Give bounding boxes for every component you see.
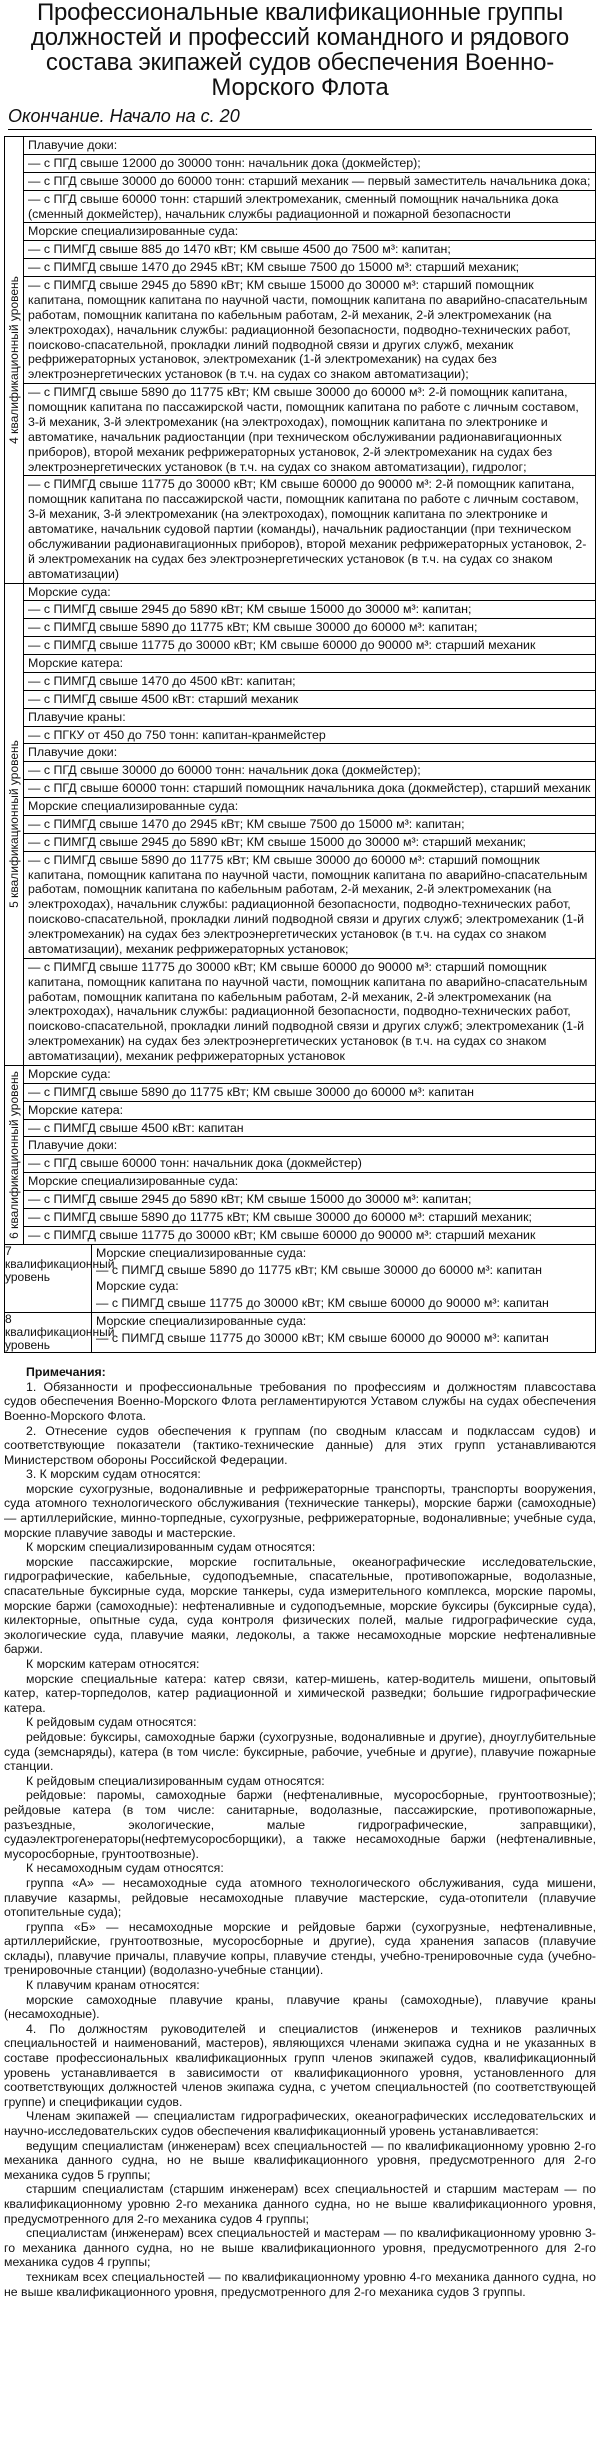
note-paragraph: К рейдовым специализированным судам относятся: — [26, 1773, 325, 1788]
table-row: — с ПИМГД свыше 11775 до 30000 кВт; КМ свыше 60000 до 90000 м³: старший помощник капитана, помощник капитана по научной части, помощник капитана по аварийно-спасательным работам, помощник капитана по кабельным работам, 2-й механик, 2-й электромеханик (на электроходах), начальник службы: радиационной безопасности, подводно-технических работ, поисково-спасательной, прокладки линий подводной связи и других служб; электромеханик (1-й электромеханик) на судах без электроэнергетических установок (в т.ч. на судах со знаком автоматизации), механик рефрижераторных установок — [28, 959, 588, 1063]
note-paragraph: К плавучим кранам относятся: — [26, 1978, 200, 1993]
table-row: — с ПИМГД свыше 5890 до 11775 кВт; КМ свыше 30000 до 60000 м³: капитан — [24, 1084, 595, 1102]
note-paragraph: Членам экипажей — специалистам гидрографических, океанографических исследовательских и научно-исследовательских судов обеспечения квалификационный уровень устанавливается: — [4, 2109, 596, 2138]
table-row: — с ПИМГД свыше 2945 до 5890 кВт; КМ свыше 15000 до 30000 м³: капитан; — [24, 1191, 595, 1209]
table-row: — с ПИМГД свыше 11775 до 30000 кВт; КМ свыше 60000 до 90000 м³: старший механик — [24, 637, 595, 655]
level-8-label: 8 квалификационный уровень — [5, 1312, 115, 1353]
qualification-table-short — [4, 1244, 596, 1354]
table-row: — с ПИМГД свыше 5890 до 11775 кВт; КМ свыше 30000 до 60000 м³: старший помощник капитана, помощник капитана по научной части, помощник капитана по аварийно-спасательным работам, помощник капитана по кабельным работам, 2-й механик, 2-й электромеханик (на электроходах), начальник службы: радиационной безопасности, подводно-технических работ, поисково-спасательной, прокладки линий подводной связи и других служб; электромеханик (1-й электромеханик) на судах без электроэнергетических установок (в т.ч. на судах со знаком автоматизации), механик рефрижераторных установок; — [24, 852, 595, 959]
note-paragraph: 2. Отнесение судов обеспечения к группам (по сводным классам и подклассам судов) и соответствующие показатели (тактико-технические данные) для этих групп устанавливаются Министерством обороны Российской Федерации. — [4, 1423, 596, 1467]
table-row: — с ПГД свыше 30000 до 60000 тонн: старший механик — первый заместитель начальника дока; — [24, 173, 595, 191]
table-row: Морские суда: — [24, 584, 595, 602]
level-7-content — [92, 1244, 596, 1313]
level-row — [5, 1065, 596, 1244]
table-row: Морские суда: — [24, 1066, 595, 1084]
table-row: — с ПИМГД свыше 2945 до 5890 кВт; КМ свыше 15000 до 30000 м³: старший помощник капитана, помощник капитана по научной части, помощник капитана по аварийно-спасательным работам, помощник капитана по кабельным работам, 2-й механик, 2-й электромеханик (на электроходах), начальник службы: радиационной безопасности, подводно-технических работ, поисково-спасательной, прокладки линий подводной связи и других служб, механик рефрижераторных установок, электромеханик (1-й электромеханик) на судах без электроэнергетических установок (в т.ч. на судах со знаком автоматизации); — [24, 277, 595, 384]
note-paragraph: техникам всех специальностей — по квалификационному уровню 4-го механика данного судна, но не выше квалификационного уровня, предусмотренного для 2-го механика судов 3 группы. — [4, 2269, 596, 2299]
note-paragraph: К морским специализированным судам относятся: — [26, 1540, 316, 1555]
page-title: Профессиональные квалификационные группы должностей и профессий командного и рядового состава экипажей судов обеспечения Военно-Морского Флота — [30, 0, 570, 101]
table-row: — с ПИМГД свыше 2945 до 5890 кВт; КМ свыше 15000 до 30000 м³: капитан; — [24, 601, 595, 619]
table-row: — с ПГД свыше 12000 до 30000 тонн: начальник дока (докмейстер); — [24, 155, 595, 173]
level-row — [5, 583, 596, 1065]
notes-title: Примечания: — [26, 1365, 106, 1380]
table-row: — с ПГКУ от 450 до 750 тонн: капитан-кранмейстер — [24, 727, 595, 745]
note-paragraph: К рейдовым судам относятся: — [26, 1715, 197, 1730]
level-label-cell — [5, 583, 24, 1065]
note-paragraph: ведущим специалистам (инженерам) всех специальностей — по квалификационному уровню 2-го механика данного судна, но не выше квалификационного уровня, предусмотренного для 2-го механика судов 5 группы; — [4, 2138, 596, 2182]
table-row: Морские катера: — [24, 655, 595, 673]
note-paragraph: морские сухогрузные, водоналивные и рефрижераторные транспорты, транспорты вооружения, суда атомного технологического обслуживания (технические танкеры), морские баржи (самоходные) — артиллерийские, минно-торпедные, сухогрузные, рефрижераторные, водоналивные; учебные суда, морские плавучие заводы и мастерские. — [4, 1481, 596, 1540]
table-row: — с ПИМГД свыше 4500 кВт: капитан — [24, 1120, 595, 1138]
note-paragraph: старшим специалистам (старшим инженерам) всех специальностей и старшим мастерам — по квалификационному уровню 2-го механика данного судна, но не выше квалификационного уровня, предусмотренного для 2-го механика судов 4 группы; — [4, 2182, 596, 2226]
table-row: Морские специализированные суда: — [24, 1173, 595, 1191]
level-7-row — [5, 1244, 596, 1313]
note-paragraph: специалистам (инженерам) всех специальностей и мастерам — по квалификационному уровню 3-го механика данного судна, но не выше квалификационного уровня, предусмотренного для 2-го механика судов 4 группы; — [4, 2226, 596, 2270]
table-row: — с ПГД свыше 30000 до 60000 тонн: начальник дока (докмейстер); — [24, 762, 595, 780]
table-row: — с ПИМГД свыше 11775 до 30000 кВт; КМ свыше 60000 до 90000 м³: капитан — [96, 1296, 549, 1311]
table-row: — с ПГД свыше 60000 тонн: начальник дока (докмейстер) — [24, 1155, 595, 1173]
note-paragraph: К морским катерам относятся: — [26, 1657, 200, 1671]
table-row: — с ПИМГД свыше 5890 до 11775 кВт; КМ свыше 30000 до 60000 м³: капитан; — [24, 619, 595, 637]
notes-body — [4, 1380, 596, 2299]
note-paragraph: К несамоходным судам относятся: — [26, 1861, 224, 1876]
table-row: — с ПИМГД свыше 4500 кВт: старший механик — [24, 691, 595, 709]
level-8-rows — [92, 1313, 595, 1347]
level-8-row — [5, 1313, 596, 1353]
table-row: Плавучие краны: — [24, 709, 595, 727]
table-row: — с ПИМГД свыше 1470 до 4500 кВт: капитан; — [24, 673, 595, 691]
level-content — [24, 1065, 596, 1244]
level-label-cell — [5, 137, 24, 584]
table-row: Плавучие доки: — [24, 744, 595, 762]
table-row: Морские суда: — [96, 1279, 179, 1294]
table-row: Морские специализированные суда: — [24, 798, 595, 816]
table-row: Плавучие доки: — [24, 1137, 595, 1155]
level-row — [5, 137, 596, 584]
table-row: — с ПГД свыше 60000 тонн: старший электромеханик, сменный помощник начальника дока (сменный докмейстер), начальник службы радиационной и пожарной безопасности — [24, 191, 595, 224]
table-row: — с ПИМГД свыше 5890 до 11775 кВт; КМ свыше 30000 до 60000 м³: старший механик; — [24, 1209, 595, 1227]
table-row: — с ПИМГД свыше 5890 до 11775 кВт; КМ свыше 30000 до 60000 м³: капитан — [96, 1262, 542, 1277]
note-paragraph: морские самоходные плавучие краны, плавучие краны (самоходные), плавучие краны (несамоходные). — [4, 1992, 596, 2022]
notes-section — [4, 1365, 596, 2299]
level-label: 5 квалификационный уровень — [6, 740, 21, 909]
table-row: — с ПИМГД свыше 1470 до 2945 кВт; КМ свыше 7500 до 15000 м³: старший механик; — [24, 259, 595, 277]
level-label: 4 квалификационный уровень — [6, 275, 21, 444]
note-paragraph: рейдовые: буксиры, самоходные баржи (сухогрузные, водоналивные и другие), дноуглубительные суда (земснаряды), катера (в том числе: буксирные, рабочие, учебные и другие), плавучие пожарные станции. — [4, 1729, 596, 1774]
note-paragraph: группа «А» — несамоходные суда атомного технологического обслуживания, суда мишени, плавучие казармы, рейдовые несамоходные плавучие мастерские, суда-отопители (плавучие отопительные суда); — [4, 1875, 596, 1920]
table-row: Плавучие доки: — [24, 137, 595, 155]
level-7-label: 7 квалификационный уровень — [5, 1244, 92, 1313]
level-content — [24, 137, 596, 584]
note-paragraph: 1. Обязанности и профессиональные требования по профессиям и должностям плавсостава судов обеспечения Военно-Морского Флота регламентируются Уставом службы на судах обеспечения Военно-Морского Флота. — [4, 1379, 596, 1423]
table-row: — с ПГД свыше 60000 тонн: старший помощник начальника дока (докмейстер), старший механик — [24, 780, 595, 798]
level-label-cell — [5, 1065, 24, 1244]
table-row: — с ПИМГД свыше 1470 до 2945 кВт; КМ свыше 7500 до 15000 м³: капитан; — [24, 816, 595, 834]
table-row: Морские специализированные суда: — [24, 223, 595, 241]
table-row: — с ПИМГД свыше 5890 до 11775 кВт; КМ свыше 30000 до 60000 м³: 2-й помощник капитана, помощник капитана по пассажирской части, помощник капитана по работе с личным составом, 3-й механик, 3-й электромеханик (на электроходах), помощник капитана по электронике и автоматике, начальник радиостанции (при техническом обслуживании радионавигационных приборов), второй механик рефрижераторных установок, 2-й электромеханик на судах без электроэнергетических установок (в т.ч. на судах со знаком автоматизации), гидролог; — [24, 384, 595, 476]
level-8-content — [92, 1313, 596, 1353]
table-row: — с ПИМГД свыше 11775 до 30000 кВт; КМ свыше 60000 до 90000 м³: капитан — [96, 1331, 549, 1345]
table-row: Морские катера: — [24, 1102, 595, 1120]
note-paragraph: 3. К морским судам относятся: — [26, 1467, 201, 1482]
note-paragraph: 4. По должностям руководителей и специалистов (инженеров и техников различных специальностей и наименований, мастеров), являющихся членами экипажа судна и не указанных в составе профессиональных квалификационных групп членов экипажей судов, квалификационный уровень устанавливается в зависимости от квалификационного уровня, установленного для соответствующих должностей членов экипажа судна, с учетом специальностей (по соответствующей группе) и спецификации судов. — [4, 2021, 596, 2109]
qualification-table — [4, 136, 596, 1245]
table-row: Морские специализированные суда: — [96, 1245, 307, 1260]
table-row: — с ПИМГД свыше 11775 до 30000 кВт; КМ свыше 60000 до 90000 м³: 2-й помощник капитана, помощник капитана по пассажирской части, помощник капитана по работе с личным составом, 3-й механик, 3-й электромеханик (на электроходах), помощник капитана по электронике и автоматике, начальник судовой партии (команды), начальник радиостанции (при техническом обслуживании радионавигационных приборов), второй механик рефрижераторных установок, 2-й электромеханик на судах без электроэнергетических установок (в т.ч. на судах со знаком автоматизации) — [28, 477, 587, 581]
table-row: — с ПИМГД свыше 2945 до 5890 кВт; КМ свыше 15000 до 30000 м³: старший механик; — [24, 834, 595, 852]
table-row: Морские специализированные суда: — [96, 1314, 307, 1329]
table-row: — с ПИМГД свыше 11775 до 30000 кВт; КМ свыше 60000 до 90000 м³: старший механик — [28, 1227, 536, 1242]
table-row: — с ПИМГД свыше 885 до 1470 кВт; КМ свыше 4500 до 7500 м³: капитан; — [24, 241, 595, 259]
continuation-note: Окончание. Начало на с. 20 — [8, 106, 592, 130]
note-paragraph: морские специальные катера: катер связи, катер-мишень, катер-водитель мишени, опытовый катер, катер-торпедолов, катер радиационной и химической разведки; большие гидрографические катера. — [4, 1671, 596, 1715]
level-content — [24, 583, 596, 1065]
note-paragraph: рейдовые: паромы, самоходные баржи (нефтеналивные, мусоросборные, грунтоотвозные); рейдовые катера (в том числе: санитарные, водолазные, пассажирские, противопожарные, разъездные, экологические, малые гидрографические, заправщики), судаэлектрогенераторы(нефтемусоросборщики), а также несамоходные баржи (нефтеналивные, мусоросборные, грунтоотвозные). — [4, 1788, 596, 1861]
level-7-rows — [92, 1245, 595, 1313]
note-paragraph: морские пассажирские, морские госпитальные, океанографические исследовательские, гидрографические, кабельные, судоподъемные, спасательные, противопожарные, водолазные, спасательные буксирные суда, морские танкеры, суда измерительного комплекса, морские паромы, морские баржи (самоходные): нефтеналивные и судоподъемные, морские буксиры (буксирные суда), килекторные, опытные суда, суда контроля физических полей, малые гидрографические суда, экологические суда, плавучие маяки, ледоколы, а также несамоходные морские нефтеналивные баржи. — [4, 1554, 596, 1657]
level-label: 6 квалификационный уровень — [6, 1070, 21, 1239]
note-paragraph: группа «Б» — несамоходные морские и рейдовые баржи (сухогрузные, нефтеналивные, артиллерийские, грунтоотвозные, мусоросборные и другие), суда хранения запасов (плавучие склады), плавучие причалы, плавучие копры, плавучие стенды, учебно-тренировочные суда (учебно-тренировочные станции) (водолазно-учебные станции). — [4, 1919, 596, 1978]
